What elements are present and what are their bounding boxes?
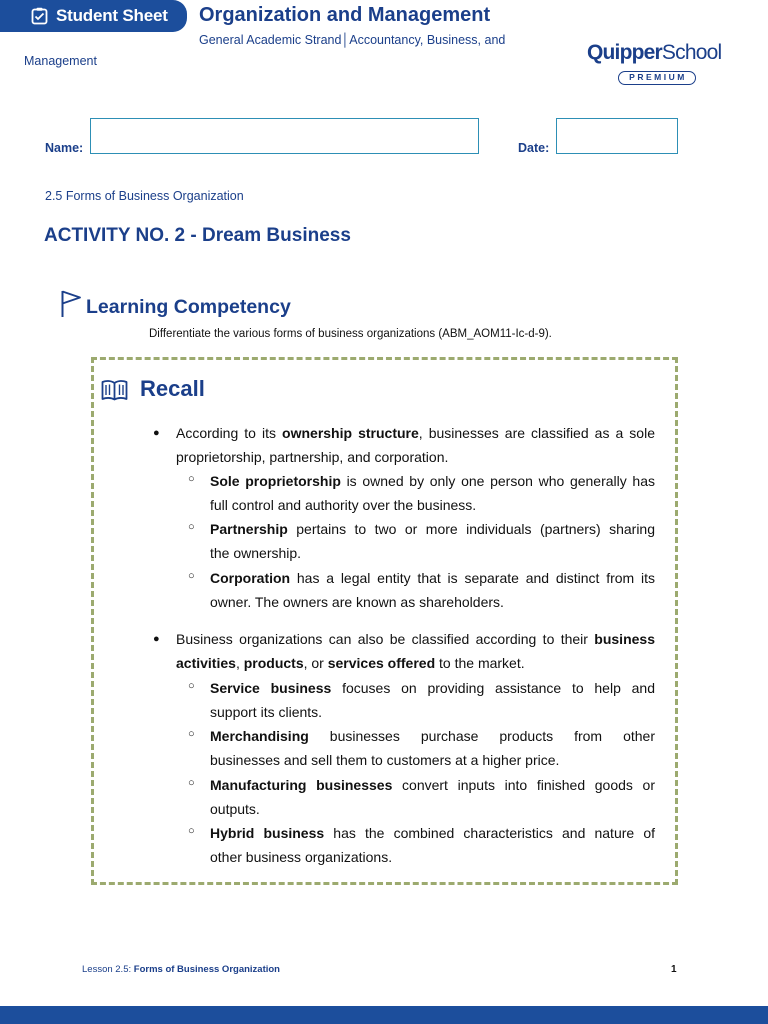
subtitle-line-2: Management [24, 54, 97, 68]
text-run: has a legal entity that is separate and distinct from its [290, 570, 655, 586]
list-item-continued: proprietorship, partnership, and corporation. [176, 449, 449, 465]
list-item [210, 728, 655, 744]
section-heading: 2.5 Forms of Business Organization [45, 189, 244, 203]
text-run-bold: business [594, 631, 655, 647]
list-item-continued [176, 655, 525, 671]
badge-label: Student Sheet [56, 6, 168, 25]
name-label: Name: [45, 141, 84, 155]
activity-title: ACTIVITY NO. 2 - Dream Business [44, 225, 351, 246]
logo-premium-tag: PREMIUM [618, 71, 696, 85]
text-run: convert inputs into finished goods or [392, 777, 656, 793]
student-sheet-badge [0, 0, 187, 32]
date-label: Date: [518, 141, 550, 155]
logo-text-1: Quipper [587, 41, 662, 64]
sub-bullet-icon: ○ [188, 570, 195, 582]
text-run: businesses purchase products from other [308, 728, 655, 744]
list-item [210, 825, 655, 841]
open-book-icon [101, 379, 128, 401]
bullet-icon: ● [153, 633, 160, 645]
text-run-bold: Corporation [210, 570, 291, 586]
text-run-bold: Service business [210, 680, 332, 696]
footer-lesson-title: Forms of Business Organization [133, 964, 280, 975]
sub-bullet-icon: ○ [188, 825, 195, 837]
text-run: has the combined characteristics and nature of [324, 825, 655, 841]
list-item-continued: full control and authority over the business. [210, 497, 477, 513]
text-run-bold: Sole proprietorship [210, 473, 341, 489]
sub-bullet-icon: ○ [188, 473, 195, 485]
quipper-school-logo [587, 41, 729, 87]
logo-wordmark [587, 41, 721, 65]
list-item-continued: other business organizations. [210, 849, 393, 865]
subtitle-line-1: General Academic Strand│Accountancy, Business, and [199, 33, 506, 47]
page-title: Organization and Management [199, 4, 491, 26]
text-run-bold: Merchandising [210, 728, 309, 744]
text-run: Business organizations can also be classified according to their [176, 631, 595, 647]
sub-bullet-icon: ○ [188, 521, 195, 533]
list-item [210, 473, 655, 489]
sub-bullet-icon: ○ [188, 728, 195, 740]
date-field[interactable] [556, 118, 678, 154]
name-field[interactable] [90, 118, 479, 154]
list-item-continued: the ownership. [210, 545, 302, 561]
text-run-bold: Hybrid business [210, 825, 325, 841]
text-run-bold: activities [176, 655, 236, 671]
list-item-continued: outputs. [210, 801, 260, 817]
text-run-bold: products [243, 655, 304, 671]
list-item [176, 631, 655, 647]
sub-bullet-icon: ○ [188, 680, 195, 692]
list-item [210, 521, 655, 537]
text-run-bold: Partnership [210, 521, 288, 537]
list-item [210, 570, 655, 586]
text-run: to the market. [435, 655, 525, 671]
learning-competency-title: Learning Competency [86, 296, 291, 318]
text-run: pertains to two or more individuals (partners) sharing [287, 521, 655, 537]
text-run: , [235, 655, 244, 671]
text-run: According to its [176, 425, 283, 441]
flag-icon [60, 290, 82, 318]
footer-lesson [82, 964, 280, 975]
learning-competency-text: Differentiate the various forms of business organizations (ABM_AOM11-Ic-d-9). [149, 328, 552, 340]
logo-text-2: School [661, 41, 722, 64]
bottom-bar [0, 1006, 768, 1024]
list-item-continued: support its clients. [210, 704, 323, 720]
list-item [176, 425, 655, 441]
text-run: is owned by only one person who generally has [340, 473, 655, 489]
page-number: 1 [671, 964, 677, 975]
text-run-bold: ownership structure [282, 425, 419, 441]
bullet-icon: ● [153, 427, 160, 439]
sub-bullet-icon: ○ [188, 777, 195, 789]
text-run-bold: Manufacturing businesses [210, 777, 393, 793]
footer-lesson-prefix: Lesson 2.5: [82, 964, 134, 975]
text-run: , or [303, 655, 328, 671]
text-run-bold: services offered [327, 655, 436, 671]
text-run: , businesses are classified as a sole [418, 425, 655, 441]
text-run: focuses on providing assistance to help and [331, 680, 655, 696]
checklist-icon [31, 7, 48, 25]
list-item-continued: businesses and sell them to customers at a higher price. [210, 752, 560, 768]
list-item [210, 777, 655, 793]
list-item [210, 680, 655, 696]
recall-title: Recall [140, 376, 205, 401]
list-item-continued: owner. The owners are known as shareholders. [210, 594, 504, 610]
